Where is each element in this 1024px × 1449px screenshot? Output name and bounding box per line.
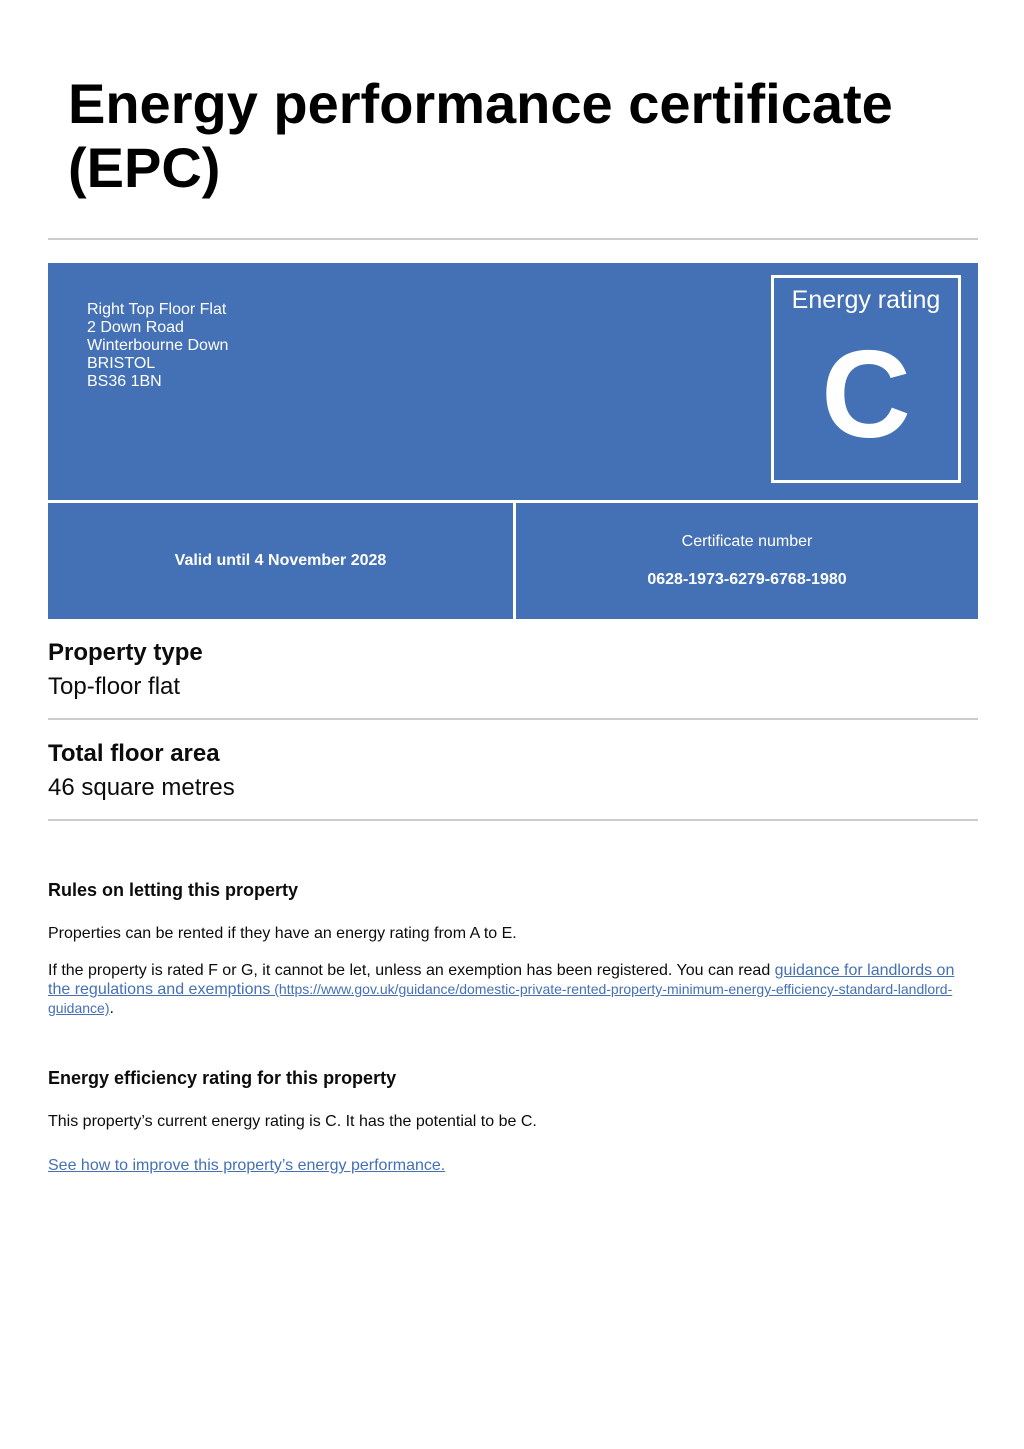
valid-until-text: Valid until 4 November 2028: [174, 552, 387, 569]
address-line-3: Winterbourne Down: [87, 337, 229, 354]
landlord-guidance-link-text[interactable]: guidance for landlords on the regulations and exemptions: [48, 962, 955, 998]
improve-performance-link[interactable]: See how to improve this property’s energy performance.: [48, 1157, 446, 1174]
letting-rules-paragraph-2: [48, 962, 978, 1018]
letting-rules-heading: Rules on letting this property: [48, 880, 299, 900]
letting-rules-end: .: [109, 1000, 114, 1017]
energy-rating-label: Energy rating: [791, 286, 941, 314]
address-line-1: Right Top Floor Flat: [87, 301, 227, 318]
landlord-guidance-url[interactable]: (https://www.gov.uk/guidance/domestic-private-rented-property-minimum-energy-efficiency-standard-landlord-guidance): [48, 981, 953, 1016]
address-line-4: BRISTOL: [87, 355, 156, 372]
floor-area-divider: [48, 819, 978, 821]
letting-rules-paragraph-1: Properties can be rented if they have an energy rating from A to E.: [48, 925, 517, 942]
address-line-5: BS36 1BN: [87, 373, 162, 390]
improve-performance-paragraph: [48, 1157, 978, 1175]
validity-panel: [48, 503, 513, 619]
property-type-heading: Property type: [48, 639, 203, 666]
property-type-divider: [48, 718, 978, 720]
efficiency-rating-heading: Energy efficiency rating for this property: [48, 1068, 397, 1088]
certificate-number: 0628-1973-6279-6768-1980: [647, 571, 847, 588]
title-divider: [48, 238, 978, 240]
efficiency-rating-paragraph: This property’s current energy rating is C. It has the potential to be C.: [48, 1113, 537, 1130]
floor-area-value: 46 square metres: [48, 774, 235, 801]
certificate-number-label: Certificate number: [681, 533, 813, 550]
address-panel: [48, 263, 978, 500]
certificate-panel: [516, 503, 978, 619]
floor-area-heading: Total floor area: [48, 740, 220, 767]
address-line-2: 2 Down Road: [87, 319, 184, 336]
letting-rules-text: If the property is rated F or G, it cannot be let, unless an exemption has been registered. You can read: [48, 962, 775, 979]
property-address: [87, 301, 228, 391]
property-type-value: Top-floor flat: [48, 673, 181, 700]
energy-rating-letter: C: [821, 326, 911, 464]
energy-rating-badge: [771, 275, 961, 483]
page-title: Energy performance certificate (EPC): [68, 72, 893, 199]
